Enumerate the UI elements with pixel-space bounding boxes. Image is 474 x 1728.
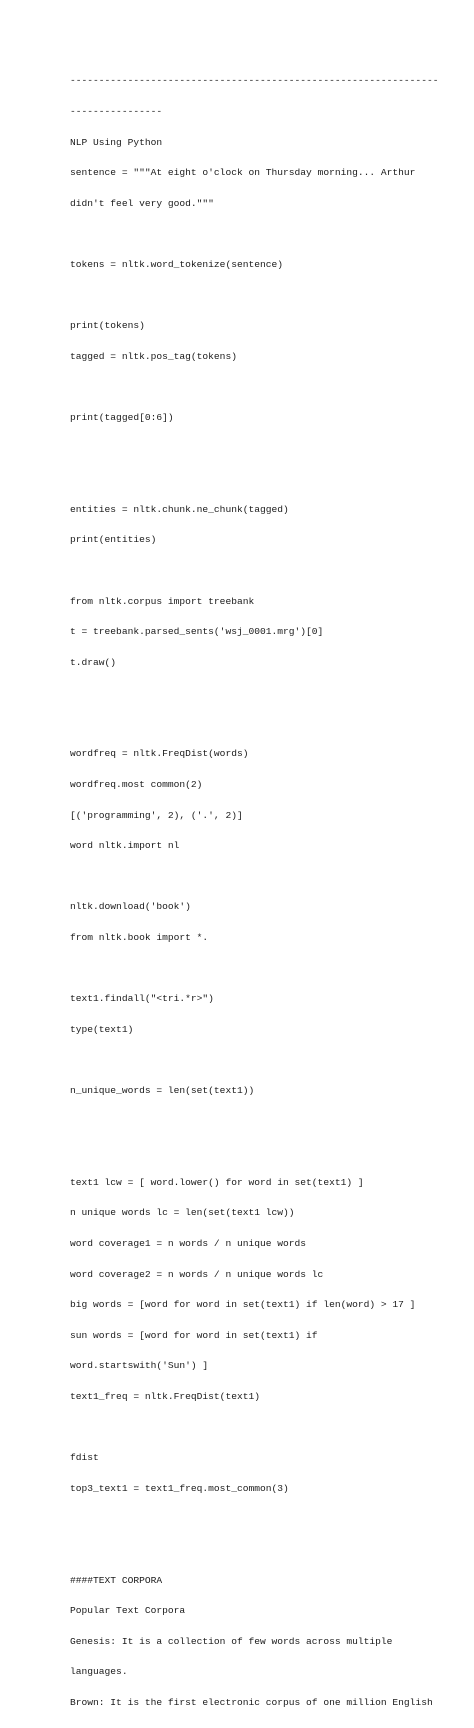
code-line: wordfreq.most common(2) bbox=[70, 779, 203, 791]
blank-line bbox=[70, 382, 415, 392]
blank-line bbox=[70, 566, 415, 576]
code-line: big words = [word for word in set(text1) if len(word) > 17 ] bbox=[70, 1299, 416, 1311]
blank-line bbox=[70, 1514, 415, 1524]
separator-line: ---------------------------------------------------------------- bbox=[70, 75, 439, 87]
code-line: print(tagged[0:6]) bbox=[70, 411, 174, 423]
code-line: word nltk.import nl bbox=[70, 840, 180, 852]
section-heading-line: ####TEXT CORPORA bbox=[70, 1574, 163, 1586]
blank-line bbox=[70, 1055, 415, 1065]
text-line: Genesis: It is a collection of few words across multiple bbox=[70, 1635, 393, 1647]
blank-line bbox=[70, 872, 415, 882]
text-line: languages. bbox=[70, 1666, 128, 1678]
code-line: word coverage1 = n words / n unique words bbox=[70, 1237, 307, 1249]
blank-line bbox=[70, 291, 415, 301]
heading-line: NLP Using Python bbox=[70, 136, 163, 148]
code-line: print(tokens) bbox=[70, 320, 145, 332]
blank-line bbox=[70, 688, 415, 698]
code-line: text1 lcw = [ word.lower() for word in set(text1) ] bbox=[70, 1176, 364, 1188]
blank-line bbox=[70, 229, 415, 239]
blank-line bbox=[70, 1423, 415, 1433]
code-line: entities = nltk.chunk.ne_chunk(tagged) bbox=[70, 503, 289, 515]
code-line: tagged = nltk.pos_tag(tokens) bbox=[70, 350, 237, 362]
blank-line bbox=[70, 1117, 415, 1127]
code-line: nltk.download('book') bbox=[70, 901, 191, 913]
text-line: Brown: It is the first electronic corpus of one million English bbox=[70, 1696, 433, 1708]
code-line: t = treebank.parsed_sents('wsj_0001.mrg')[0] bbox=[70, 626, 324, 638]
text-line: Popular Text Corpora bbox=[70, 1605, 186, 1617]
code-line: sun words = [word for word in set(text1) if bbox=[70, 1329, 318, 1341]
code-line: n unique words lc = len(set(text1 lcw)) bbox=[70, 1207, 295, 1219]
code-line: text1_freq = nltk.FreqDist(text1) bbox=[70, 1390, 260, 1402]
code-line: n_unique_words = len(set(text1)) bbox=[70, 1085, 255, 1096]
code-line: top3_text1 = text1_freq.most_common(3) bbox=[70, 1482, 289, 1494]
blank-line bbox=[70, 964, 415, 974]
code-line: word.startswith('Sun') ] bbox=[70, 1360, 209, 1372]
code-line: wordfreq = nltk.FreqDist(words) bbox=[70, 748, 249, 760]
code-line: text1.findall("<tri.*r>") bbox=[70, 993, 214, 1005]
separator-line: ---------------- bbox=[70, 106, 163, 117]
code-line: didn't feel very good.""" bbox=[70, 197, 214, 209]
code-line: type(text1) bbox=[70, 1023, 134, 1035]
code-line: sentence = """At eight o'clock on Thursday morning... Arthur bbox=[70, 167, 416, 179]
blank-line bbox=[70, 1147, 415, 1157]
blank-line bbox=[70, 719, 415, 729]
code-line: word coverage2 = n words / n unique words lc bbox=[70, 1268, 324, 1280]
code-line: from nltk.book import *. bbox=[70, 932, 209, 944]
blank-line bbox=[70, 474, 415, 484]
code-line: [('programming', 2), ('.', 2)] bbox=[70, 809, 243, 821]
blank-line bbox=[70, 1545, 415, 1555]
code-line: from nltk.corpus import treebank bbox=[70, 595, 255, 607]
code-listing bbox=[70, 56, 439, 1728]
code-line: tokens = nltk.word_tokenize(sentence) bbox=[70, 258, 284, 270]
code-line: fdist bbox=[70, 1452, 99, 1464]
code-line: print(entities) bbox=[70, 534, 157, 546]
blank-line bbox=[70, 444, 415, 454]
code-line: t.draw() bbox=[70, 656, 117, 668]
